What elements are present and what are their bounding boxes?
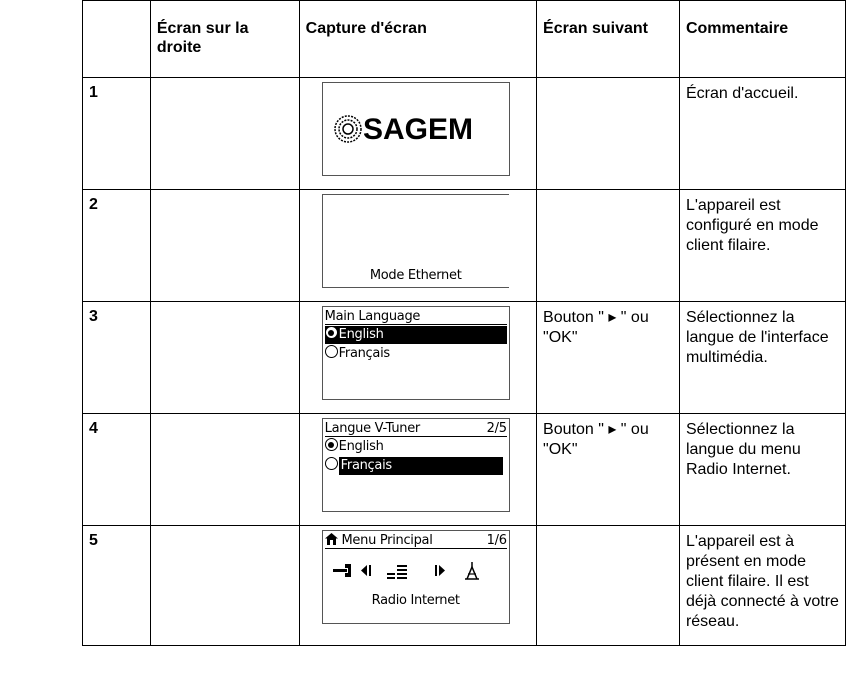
comment-cell: L'appareil est à présent en mode client filaire. Il est déjà connecté à votre réseau. <box>679 526 845 646</box>
antenna-icon <box>465 562 479 579</box>
wrench-icon <box>333 564 351 577</box>
table-row <box>83 190 846 302</box>
header-next: Écran suivant <box>537 1 680 78</box>
capture-cell <box>299 526 536 646</box>
lcd-menu-label: Radio Internet <box>371 593 460 608</box>
screen-right-cell <box>150 414 299 526</box>
lcd-option-francais <box>325 345 507 363</box>
lcd-title <box>325 309 507 325</box>
prev-icon <box>361 565 371 576</box>
screen-right-cell <box>150 190 299 302</box>
table-row <box>83 302 846 414</box>
lcd-screen <box>322 306 510 400</box>
lcd-status-text: Mode Ethernet <box>369 268 462 283</box>
radio-checked-icon <box>325 438 338 451</box>
capture-cell <box>299 302 536 414</box>
next-screen-cell <box>537 302 680 414</box>
header-row <box>83 1 846 78</box>
option-label: English <box>338 327 384 342</box>
table-row <box>83 526 846 646</box>
row-number: 2 <box>83 190 151 302</box>
lcd-title-text: Menu Principal <box>341 533 433 548</box>
next-screen-cell <box>537 414 680 526</box>
lcd-option-english <box>325 438 507 456</box>
comment-cell: Sélectionnez la langue du menu Radio Internet. <box>679 414 845 526</box>
lcd-title-text: Main Language <box>324 309 421 324</box>
lcd-screen <box>322 418 510 512</box>
radio-unchecked-icon <box>325 345 338 358</box>
lcd-option-english <box>325 326 507 344</box>
next-screen-cell <box>537 526 680 646</box>
row-number: 5 <box>83 526 151 646</box>
next-screen-text: Bouton " ▸ " ou "OK" <box>543 421 649 458</box>
lcd-screen <box>322 194 509 288</box>
screen-right-cell <box>150 302 299 414</box>
next-screen-text: Bouton " ▸ " ou "OK" <box>543 309 649 346</box>
steps-table <box>82 0 846 646</box>
screen-right-cell <box>150 526 299 646</box>
list-icon <box>387 565 407 579</box>
lcd-option-francais <box>325 457 507 475</box>
svg-text:SAGEM: SAGEM <box>362 113 473 146</box>
lcd-title <box>325 421 507 437</box>
comment-cell: L'appareil est configuré en mode client filaire. <box>679 190 845 302</box>
option-label: Français <box>338 346 390 361</box>
option-label: English <box>338 439 384 454</box>
comment-cell: Écran d'accueil. <box>679 78 845 190</box>
header-num <box>83 1 151 78</box>
lcd-screen <box>322 82 510 176</box>
table-row <box>83 414 846 526</box>
lcd-page-indicator: 1/6 <box>486 533 507 548</box>
lcd-page-indicator: 2/5 <box>486 421 507 436</box>
lcd-title <box>325 533 507 549</box>
row-number: 1 <box>83 78 151 190</box>
screen-right-cell <box>150 78 299 190</box>
capture-cell <box>299 78 536 190</box>
radio-unchecked-icon <box>325 457 338 470</box>
next-screen-cell <box>537 190 680 302</box>
header-comment: Commentaire <box>679 1 845 78</box>
capture-cell <box>299 190 536 302</box>
radio-checked-icon <box>325 326 338 339</box>
home-icon <box>325 533 338 549</box>
header-screen-right: Écran sur la droite <box>150 1 299 78</box>
row-number: 3 <box>83 302 151 414</box>
capture-cell <box>299 414 536 526</box>
lcd-screen <box>322 530 510 624</box>
next-screen-cell <box>537 78 680 190</box>
comment-cell: Sélectionnez la langue de l'interface multimédia. <box>679 302 845 414</box>
table-row <box>83 78 846 190</box>
lcd-title-text: Langue V-Tuner <box>324 421 420 436</box>
option-label: Français <box>339 457 503 475</box>
sagem-logo <box>323 83 509 175</box>
next-icon <box>435 565 445 576</box>
row-number: 4 <box>83 414 151 526</box>
lcd-icon-row <box>331 559 501 581</box>
header-capture: Capture d'écran <box>299 1 536 78</box>
